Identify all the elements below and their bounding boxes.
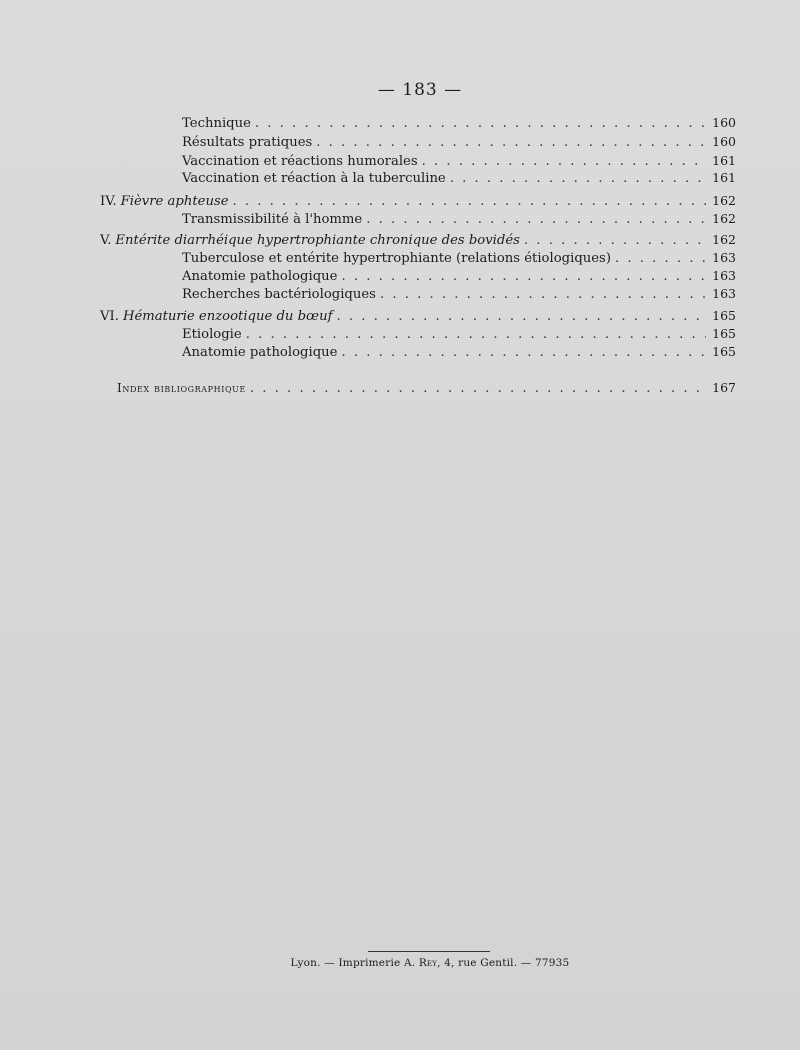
toc-entry-page: 160	[712, 115, 736, 130]
toc-entry-page: 160	[712, 134, 736, 149]
toc-entry-page: 165	[712, 344, 736, 359]
toc-entry	[182, 132, 736, 151]
toc-leader-dots	[366, 210, 706, 229]
imprint-text-before: Lyon. — Imprimerie A.	[290, 957, 419, 969]
toc-entry-title: Fièvre aphteuse	[120, 194, 229, 209]
toc-entry-title: Index bibliographique	[117, 381, 246, 395]
toc-entry	[182, 342, 736, 361]
page-number: — 183 —	[377, 80, 463, 100]
toc-leader-dots	[316, 133, 706, 152]
toc-entry	[182, 266, 736, 285]
toc-entry	[100, 191, 736, 210]
toc-entry-title: Vaccination et réaction à la tuberculine	[182, 171, 446, 186]
toc-entry-page: 163	[712, 286, 736, 301]
toc-entry-page: 162	[712, 232, 736, 247]
toc-entry-page: 161	[712, 153, 736, 168]
toc-entry-title: Transmissibilité à l'homme	[182, 212, 363, 227]
toc-entry-page: 161	[712, 170, 736, 185]
toc-entry-title: Tuberculose et entérite hypertrophiante (relations étiologiques)	[182, 251, 611, 266]
toc-entry-page: 162	[712, 211, 736, 226]
toc-entry-title: Technique	[182, 116, 251, 131]
toc-entry-title: Anatomie pathologique	[182, 269, 338, 284]
toc-entry-title: Entérite diarrhéique hypertrophiante chronique des bovidés	[115, 233, 520, 248]
toc-leader-dots	[255, 114, 706, 133]
toc-entry	[100, 306, 736, 325]
toc-entry-title: Recherches bactériologiques	[182, 287, 376, 302]
toc-entry-title: Résultats pratiques	[182, 135, 313, 150]
toc-entry-title: Anatomie pathologique	[182, 345, 338, 360]
toc-entry-page: 167	[712, 380, 736, 395]
toc-leader-dots	[341, 343, 706, 362]
toc-entry-title: Vaccination et réactions humorales	[182, 154, 418, 169]
printer-imprint	[0, 957, 800, 969]
imprint-text-after: , 4, rue Gentil. — 77935	[437, 957, 570, 969]
toc-entry-page: 162	[712, 193, 736, 208]
toc-entry-page: 165	[712, 326, 736, 341]
toc-entry-title: Hématurie enzootique du bœuf	[122, 309, 333, 324]
toc-entry	[182, 324, 736, 343]
toc-entry	[182, 248, 736, 267]
toc-entry-page: 163	[712, 250, 736, 265]
toc-entry	[182, 284, 736, 303]
toc-entry	[182, 113, 736, 132]
toc-leader-dots	[250, 379, 706, 398]
toc-entry	[100, 230, 736, 249]
toc-entry-number: IV.	[100, 194, 117, 209]
toc-entry-page: 165	[712, 308, 736, 323]
imprint-printer-name: Rey	[418, 957, 438, 969]
toc-entry	[182, 209, 736, 228]
toc-entry-number: VI.	[100, 309, 119, 324]
toc-entry-page: 163	[712, 268, 736, 283]
toc-entry-title: Etiologie	[182, 327, 242, 342]
toc-leader-dots	[450, 169, 706, 188]
footer-rule	[368, 951, 490, 952]
toc-leader-dots	[380, 285, 706, 304]
toc-entry	[117, 378, 736, 397]
toc-entry	[182, 168, 736, 187]
toc-entry-number: V.	[100, 233, 112, 248]
